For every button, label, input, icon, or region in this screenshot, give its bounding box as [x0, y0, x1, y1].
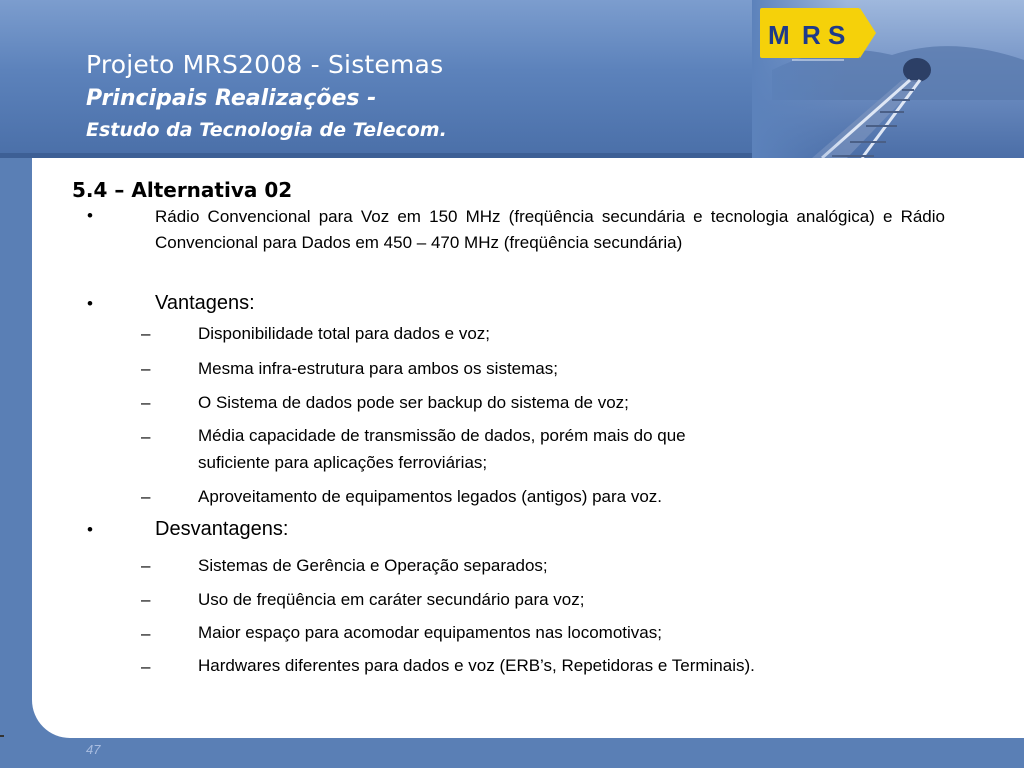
slide-subtitle-2: Estudo da Tecnologia de Telecom. — [86, 119, 447, 141]
svg-text:M: M — [768, 20, 790, 50]
slide-subtitle: Principais Realizações - — [86, 86, 377, 111]
dash-marker: – — [141, 657, 151, 676]
dash-marker: – — [141, 590, 151, 609]
dash-marker: – — [141, 324, 151, 343]
bullet-marker: • — [87, 520, 93, 539]
intro-paragraph: Rádio Convencional para Voz em 150 MHz (freqüência secundária e tecnologia analógica) e Rádio Convencional para Dados em 450 – 470 MHz (freqüência secundária) — [155, 207, 945, 252]
dash-marker: – — [141, 393, 151, 412]
mrs-logo — [760, 8, 876, 60]
list-item: Hardwares diferentes para dados e voz (ERB’s, Repetidoras e Terminais). — [198, 656, 755, 675]
list-item: Disponibilidade total para dados e voz; — [198, 324, 491, 343]
svg-text:S: S — [828, 20, 846, 50]
dash-marker: – — [141, 624, 151, 643]
page-number: 47 — [86, 742, 101, 757]
railway-photo — [752, 0, 1024, 158]
desvantagens-label: Desvantagens: — [155, 518, 289, 540]
bullet-marker: • — [87, 294, 93, 313]
list-item: Mesma infra-estrutura para ambos os sistemas; — [198, 359, 558, 378]
bullet-marker: • — [87, 206, 93, 225]
slide-title: Projeto MRS2008 - Sistemas — [86, 50, 444, 79]
list-item: Maior espaço para acomodar equipamentos nas locomotivas; — [198, 623, 662, 642]
edge-mark — [0, 735, 4, 737]
footer-band — [32, 738, 1024, 768]
list-item: Uso de freqüência em caráter secundário para voz; — [198, 590, 585, 609]
list-item: Aproveitamento de equipamentos legados (antigos) para voz. — [198, 487, 663, 506]
dash-marker: – — [141, 427, 151, 446]
vantagens-label: Vantagens: — [155, 292, 255, 314]
svg-text:R: R — [802, 20, 821, 50]
dash-marker: – — [141, 487, 151, 506]
section-heading: 5.4 – Alternativa 02 — [72, 178, 293, 202]
list-item: Média capacidade de transmissão de dados, porém mais do que — [198, 426, 686, 445]
list-item: O Sistema de dados pode ser backup do sistema de voz; — [198, 393, 629, 412]
list-item: Sistemas de Gerência e Operação separados; — [198, 556, 548, 575]
dash-marker: – — [141, 359, 151, 378]
dash-marker: – — [141, 556, 151, 575]
list-item-continuation: suficiente para aplicações ferroviárias; — [198, 453, 488, 472]
